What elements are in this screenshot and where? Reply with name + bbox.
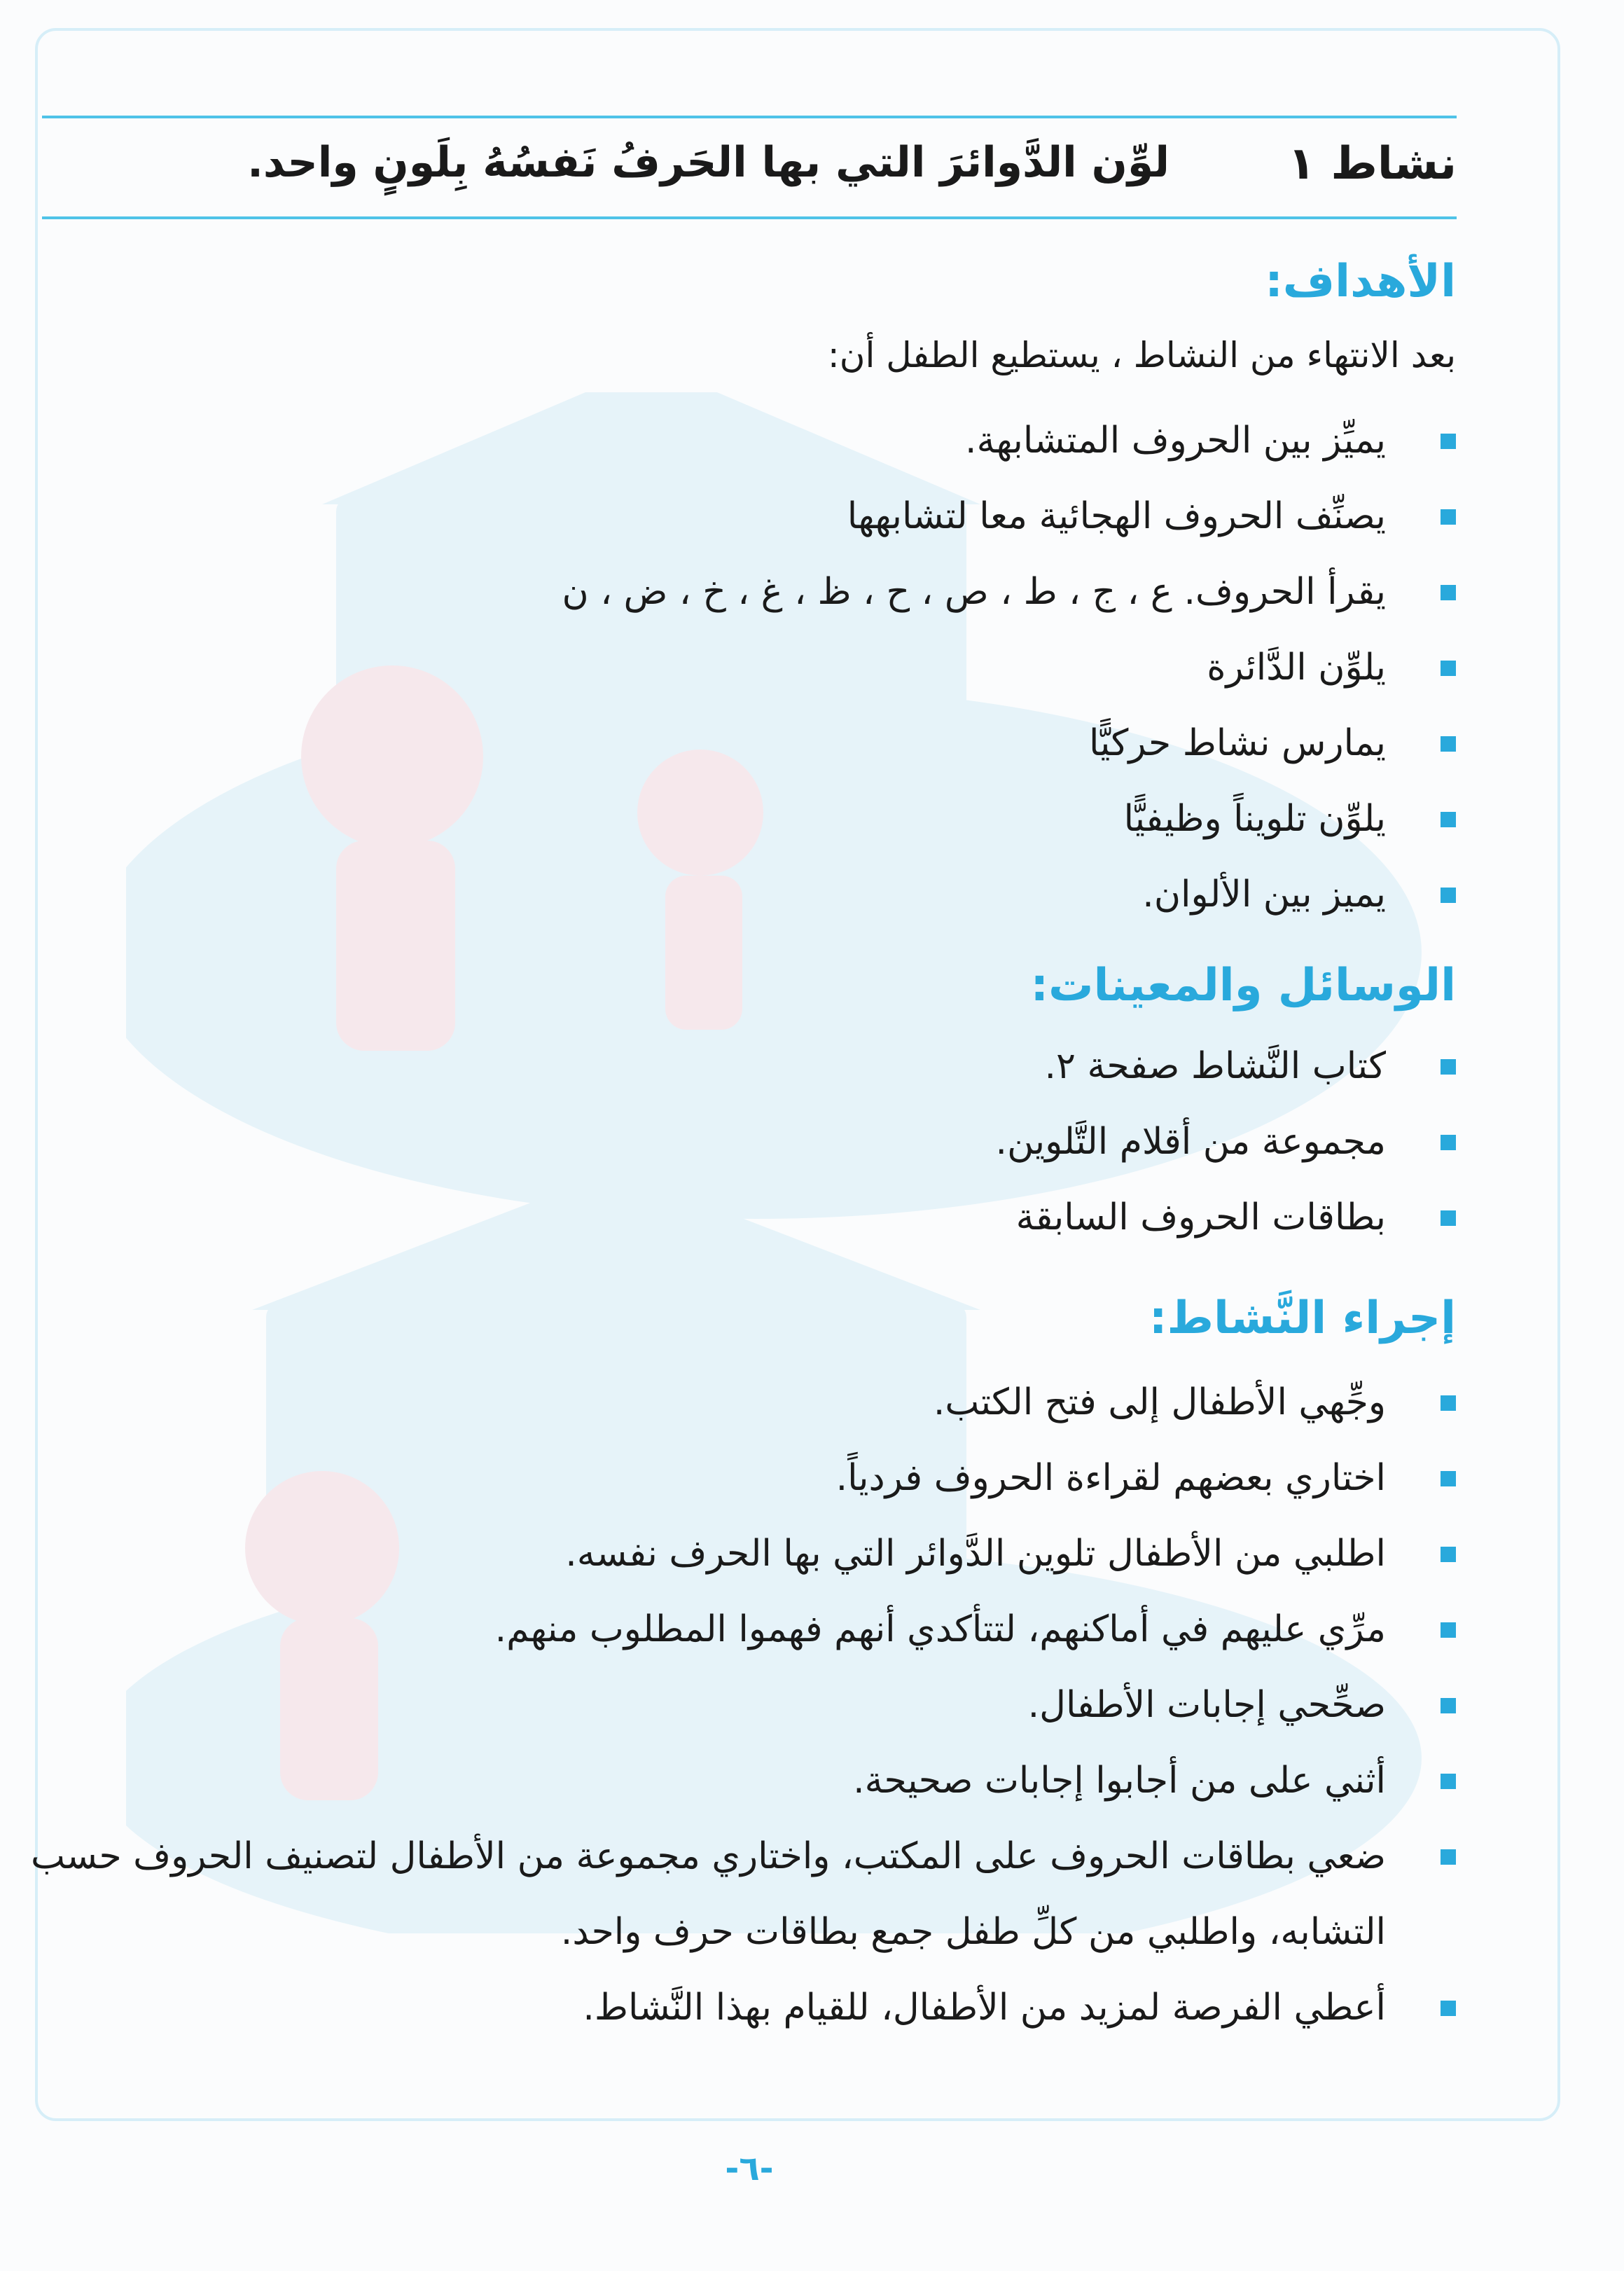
list-item: يميِّز بين الحروف المتشابهة. <box>562 403 1457 478</box>
bullet-icon <box>1441 736 1456 752</box>
list-item: يلوِّن الدَّائرة <box>562 630 1457 705</box>
objectives-intro: بعد الانتهاء من النشاط ، يستطيع الطفل أن: <box>827 335 1456 375</box>
bullet-icon <box>1441 434 1456 449</box>
list-item: كتاب النَّشاط صفحة ٢. <box>996 1028 1456 1104</box>
list-item: يصنِّف الحروف الهجائية معا لتشابهها <box>562 478 1457 554</box>
list-item: يقرأ الحروف. ع ، ج ، ط ، ص ، ح ، ظ ، غ ، خ ، ض ، ن <box>562 554 1457 630</box>
bullet-icon <box>1441 1849 1456 1865</box>
list-item: أعطي الفرصة لمزيد من الأطفال، للقيام بهذا النَّشاط. <box>20 1970 1456 2045</box>
activity-label: نشاط ١ <box>1288 138 1457 190</box>
list-item: يميز بين الألوان. <box>562 857 1457 932</box>
bullet-icon <box>1441 509 1456 525</box>
list-item: ضعي بطاقات الحروف على المكتب، واختاري مجموعة من الأطفال لتصنيف الحروف حسب التشابه، واطلبي من كلِّ طفل جمع بطاقات حرف واحد. <box>20 1818 1456 1970</box>
bullet-icon <box>1441 1135 1456 1150</box>
list-item: مجموعة من أقلام التَّلوين. <box>996 1104 1456 1180</box>
objectives-list <box>562 403 1457 932</box>
materials-list <box>996 1028 1456 1255</box>
activity-header <box>42 116 1457 219</box>
procedure-list <box>20 1365 1456 2045</box>
bullet-icon <box>1441 1471 1456 1486</box>
bullet-icon <box>1441 585 1456 600</box>
bullet-icon <box>1441 1210 1456 1226</box>
bullet-icon <box>1441 1059 1456 1075</box>
list-item: يلوِّن تلويناً وظيفيًّا <box>562 781 1457 857</box>
list-item: وجِّهي الأطفال إلى فتح الكتب. <box>20 1365 1456 1440</box>
list-item: صحِّحي إجابات الأطفال. <box>20 1667 1456 1743</box>
list-item: اختاري بعضهم لقراءة الحروف فردياً. <box>20 1440 1456 1516</box>
list-item: مرِّي عليهم في أماكنهم، لتتأكدي أنهم فهموا المطلوب منهم. <box>20 1592 1456 1667</box>
bullet-icon <box>1441 1698 1456 1713</box>
bullet-icon <box>1441 1395 1456 1411</box>
materials-heading: الوسائل والمعينات: <box>1030 960 1456 1012</box>
bullet-icon <box>1441 812 1456 827</box>
procedure-heading: إجراء النَّشاط: <box>1148 1292 1456 1344</box>
bullet-icon <box>1441 1622 1456 1638</box>
list-item: بطاقات الحروف السابقة <box>996 1180 1456 1255</box>
bullet-icon <box>1441 1547 1456 1562</box>
list-item: أثني على من أجابوا إجابات صحيحة. <box>20 1743 1456 1818</box>
bullet-icon <box>1441 1774 1456 1789</box>
bullet-icon <box>1441 888 1456 903</box>
objectives-heading: الأهداف: <box>1265 256 1456 308</box>
page-number: -٦- <box>725 2149 774 2188</box>
activity-title: لوِّن الدَّوائرَ التي بها الحَرفُ نَفسُهُ بِلَونٍ واحد. <box>247 138 1170 187</box>
bullet-icon <box>1441 2001 1456 2016</box>
list-item: اطلبي من الأطفال تلوين الدَّوائر التي بها الحرف نفسه. <box>20 1516 1456 1592</box>
bullet-icon <box>1441 661 1456 676</box>
list-item: يمارس نشاط حركيًّا <box>562 705 1457 781</box>
